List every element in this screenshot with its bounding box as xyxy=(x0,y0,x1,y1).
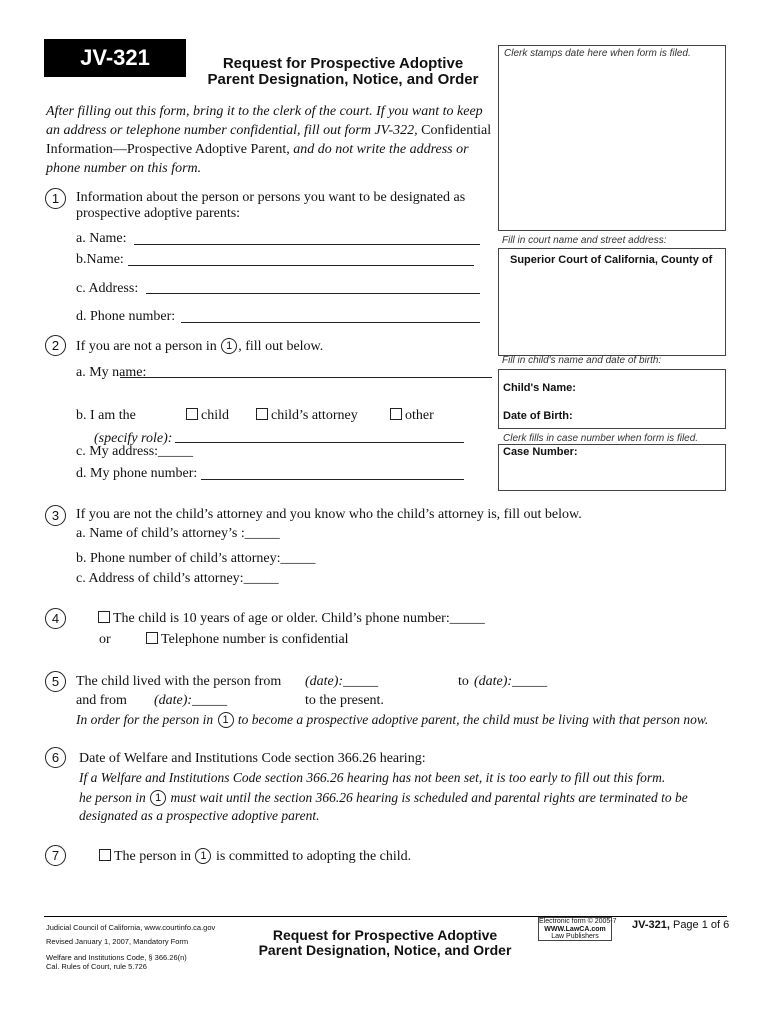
footer-citations xyxy=(46,922,215,972)
footer-rule xyxy=(44,916,727,917)
footer-page xyxy=(632,919,729,931)
intro-instructions xyxy=(46,102,491,178)
intro-line2 xyxy=(46,121,491,140)
s5-date1-field[interactable]: (date):_____ xyxy=(305,674,379,689)
s1-c-address-field[interactable] xyxy=(146,293,480,294)
child-name-label: Child's Name: xyxy=(503,382,576,394)
s4-or: or xyxy=(99,632,111,647)
intro-line4: phone number on this form. xyxy=(46,161,202,176)
s2-text xyxy=(76,338,323,355)
form-title xyxy=(190,56,496,88)
s5-date3-field[interactable]: (date):_____ xyxy=(154,693,228,708)
s4-confidential-checkbox[interactable] xyxy=(146,632,158,644)
s2-attorney-checkbox[interactable] xyxy=(256,408,268,420)
footer-revised: Revised January 1, 2007, Mandatory Form xyxy=(46,937,189,946)
footer-title-line2: Parent Designation, Notice, and Order xyxy=(258,942,512,958)
s1-d-label: d. Phone number: xyxy=(76,309,176,324)
s4-age-option[interactable] xyxy=(98,611,485,627)
publisher-line1: Electronic form © 2005-7 xyxy=(539,918,617,925)
clerk-stamp-caption: Clerk stamps date here when form is filed. xyxy=(504,48,691,59)
s2-b-label: b. I am the xyxy=(76,408,136,423)
s4-age-checkbox[interactable] xyxy=(98,611,110,623)
s6-note3: designated as a prospective adoptive parent. xyxy=(79,808,320,823)
intro-line3-a: Information—Prospective Adoptive Parent, xyxy=(46,142,290,157)
footer-code: Welfare and Institutions Code, § 366.26(n) xyxy=(46,953,187,962)
s2-other-checkbox[interactable] xyxy=(390,408,402,420)
s5-and-from: and from xyxy=(76,693,127,708)
s2-c-address[interactable]: c. My address:_____ xyxy=(76,444,194,459)
footer-form-code: JV-321, xyxy=(632,919,670,931)
s3-c-attorney-address[interactable]: c. Address of child’s attorney:_____ xyxy=(76,571,279,586)
s6-ref-1: 1 xyxy=(150,790,166,806)
intro-line2-b: Confidential xyxy=(417,123,492,138)
s6-note2 xyxy=(79,790,688,806)
s5-lived-text: The child lived with the person from xyxy=(76,674,282,689)
s2-text-a: If you are not a person in xyxy=(76,339,217,354)
publisher-line3: Law Publishers xyxy=(551,933,599,940)
s6-note2-a: he person in xyxy=(79,790,146,805)
footer-rule-text: Cal. Rules of Court, rule 5.726 xyxy=(46,962,147,971)
section-6-number: 6 xyxy=(45,747,66,768)
s5-note-a: In order for the person in xyxy=(76,712,214,727)
s2-other-label: other xyxy=(405,408,434,423)
section-1-number: 1 xyxy=(45,188,66,209)
s2-ref-1: 1 xyxy=(221,338,237,354)
section-4-number: 4 xyxy=(45,608,66,629)
publisher-box xyxy=(538,917,617,941)
s2-opt-other[interactable] xyxy=(390,408,434,424)
s2-child-label: child xyxy=(201,408,229,423)
s4-confidential-text: Telephone number is confidential xyxy=(161,632,349,647)
case-caption: Clerk fills in case number when form is filed. xyxy=(503,433,699,444)
s1-b-label: b.Name: xyxy=(76,252,124,267)
s6-note1: If a Welfare and Institutions Code section 366.26 hearing has not been set, it is too early to fill out this form. xyxy=(79,770,666,785)
s2-opt-child[interactable] xyxy=(186,408,229,424)
s3-a-attorney-name[interactable]: a. Name of child’s attorney’s :_____ xyxy=(76,526,280,541)
footer-title xyxy=(226,928,544,958)
s7-option[interactable] xyxy=(99,848,411,865)
s5-present: to the present. xyxy=(305,693,384,708)
intro-line3 xyxy=(46,140,491,159)
section-5-number: 5 xyxy=(45,671,66,692)
form-code-badge: JV-321 xyxy=(44,39,186,77)
clerk-stamp-box xyxy=(498,45,726,231)
form-title-line1: Request for Prospective Adoptive xyxy=(222,55,464,72)
s7-checkbox[interactable] xyxy=(99,849,111,861)
s4-age-text: The child is 10 years of age or older. Child’s phone number:_____ xyxy=(113,611,485,626)
s2-d-label: d. My phone number: xyxy=(76,466,198,481)
case-number-label: Case Number: xyxy=(503,446,578,458)
s2-a-label: a. My name: xyxy=(76,365,147,380)
s2-specify-label: (specify role): xyxy=(94,431,173,446)
child-caption: Fill in child's name and date of birth: xyxy=(502,355,662,366)
s5-to: to xyxy=(458,674,469,689)
s6-text: Date of Welfare and Institutions Code section 366.26 hearing: xyxy=(79,751,426,766)
s3-b-attorney-phone[interactable]: b. Phone number of child’s attorney:_____ xyxy=(76,551,316,566)
s7-ref-1: 1 xyxy=(195,848,211,864)
publisher-line2: WWW.LawCA.com xyxy=(544,925,606,933)
intro-line2-a: an address or telephone number confidential, fill out form JV-322, xyxy=(46,123,418,138)
section-2-number: 2 xyxy=(45,335,66,356)
s1-b-name-field[interactable] xyxy=(128,265,474,266)
s2-opt-attorney[interactable] xyxy=(256,408,358,424)
form-title-line2: Parent Designation, Notice, and Order xyxy=(207,71,479,88)
s1-a-label: a. Name: xyxy=(76,231,127,246)
s2-d-phone-field[interactable] xyxy=(201,479,464,480)
s1-d-phone-field[interactable] xyxy=(181,322,480,323)
s5-date2-field[interactable]: (date):_____ xyxy=(474,674,548,689)
s2-a-my-name-field[interactable] xyxy=(120,377,492,378)
s2-child-checkbox[interactable] xyxy=(186,408,198,420)
s2-specify-role-field[interactable] xyxy=(175,442,464,443)
s1-text xyxy=(76,190,465,222)
court-caption: Fill in court name and street address: xyxy=(502,235,667,246)
s5-ref-1: 1 xyxy=(218,712,234,728)
footer-page-number: Page 1 of 6 xyxy=(669,919,730,931)
s1-text-line2: prospective adoptive parents: xyxy=(76,206,241,221)
section-3-number: 3 xyxy=(45,505,66,526)
footer-title-line1: Request for Prospective Adoptive xyxy=(272,927,498,943)
intro-line1: After filling out this form, bring it to the clerk of the court. If you want to keep xyxy=(46,104,483,119)
s1-a-name-field[interactable] xyxy=(134,244,480,245)
s1-c-label: c. Address: xyxy=(76,281,139,296)
court-name-label: Superior Court of California, County of xyxy=(510,254,713,266)
s6-note2-b: must wait until the section 366.26 hearing is scheduled and parental rights are terminated to be xyxy=(170,790,688,805)
s2-attorney-label: child’s attorney xyxy=(271,408,358,423)
s5-note xyxy=(76,712,708,728)
s7-text-b: is committed to adopting the child. xyxy=(215,849,412,864)
s4-confidential-option[interactable] xyxy=(146,632,349,648)
footer-council: Judicial Council of California, www.courtinfo.ca.gov xyxy=(46,923,216,932)
s1-text-line1: Information about the person or persons you want to be designated as xyxy=(76,190,466,205)
intro-line3-b: and do not write the address or xyxy=(289,142,469,157)
s3-text: If you are not the child’s attorney and you know who the child’s attorney is, fill out below. xyxy=(76,507,582,522)
s5-note-b: to become a prospective adoptive parent, the child must be living with that person now. xyxy=(237,712,709,727)
s7-text-a: The person in xyxy=(114,849,191,864)
dob-label: Date of Birth: xyxy=(503,410,573,422)
section-7-number: 7 xyxy=(45,845,66,866)
s2-text-b: , fill out below. xyxy=(238,339,324,354)
